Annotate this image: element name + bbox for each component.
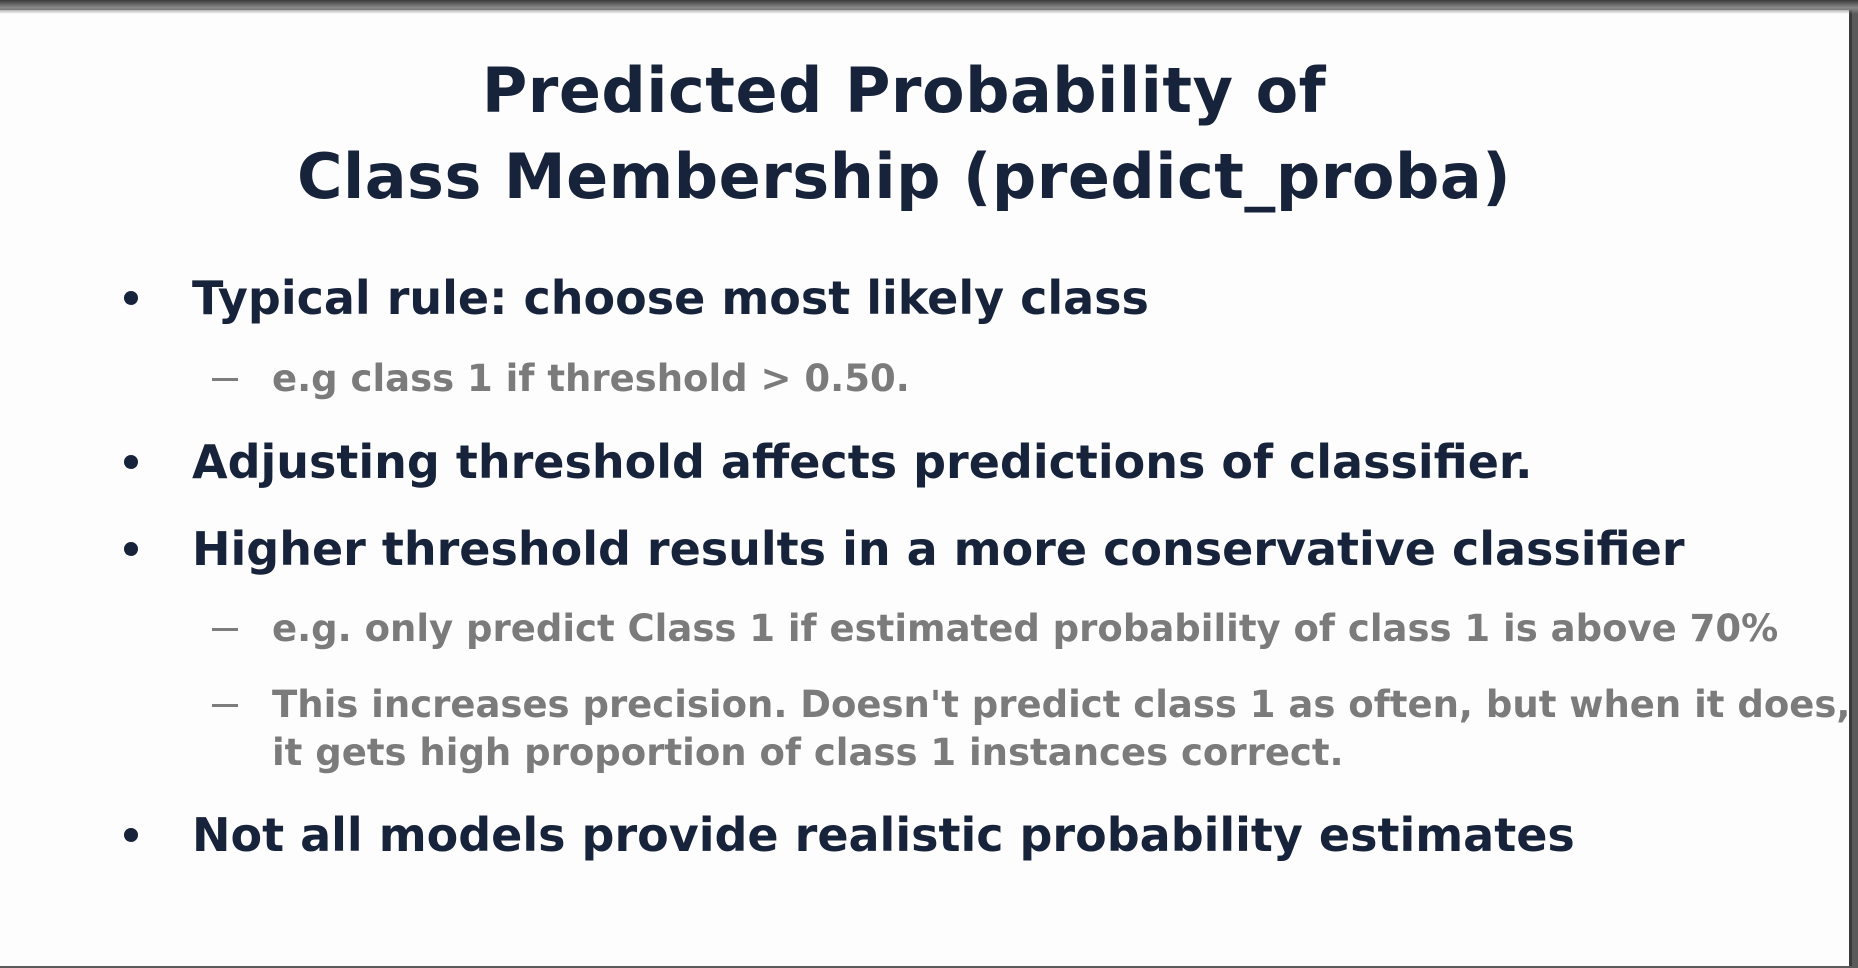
bullet-dot: [124, 291, 138, 305]
subbullet-text-line-2: it gets high proportion of class 1 instances correct.: [272, 731, 1344, 774]
subbullet-text: e.g. only predict Class 1 if estimated probability of class 1 is above 70%: [272, 607, 1779, 650]
subbullet-text-line-1: This increases precision. Doesn't predict class 1 as often, but when it does,: [272, 683, 1851, 726]
slide-title-line-2: Class Membership (predict_proba): [296, 140, 1512, 213]
subbullet-text: e.g class 1 if threshold > 0.50.: [272, 357, 910, 400]
subbullet-dash: [212, 628, 238, 631]
slide: [0, 10, 1852, 966]
slide-title: [0, 48, 1808, 220]
subbullet-dash: [212, 378, 238, 381]
bullet-text: Typical rule: choose most likely class: [192, 271, 1149, 325]
subbullet-dash: [212, 704, 238, 707]
slide-title-line-1: Predicted Probability of: [481, 54, 1327, 127]
bullet-text: Not all models provide realistic probability estimates: [192, 808, 1575, 862]
bullet-dot: [124, 828, 138, 842]
bullet-dot: [124, 455, 138, 469]
top-edge-shadow: [0, 0, 1858, 14]
bullet-text: Higher threshold results in a more conservative classifier: [192, 522, 1685, 576]
bullet-dot: [124, 542, 138, 556]
bullet-text: Adjusting threshold affects predictions of classifier.: [192, 435, 1533, 489]
